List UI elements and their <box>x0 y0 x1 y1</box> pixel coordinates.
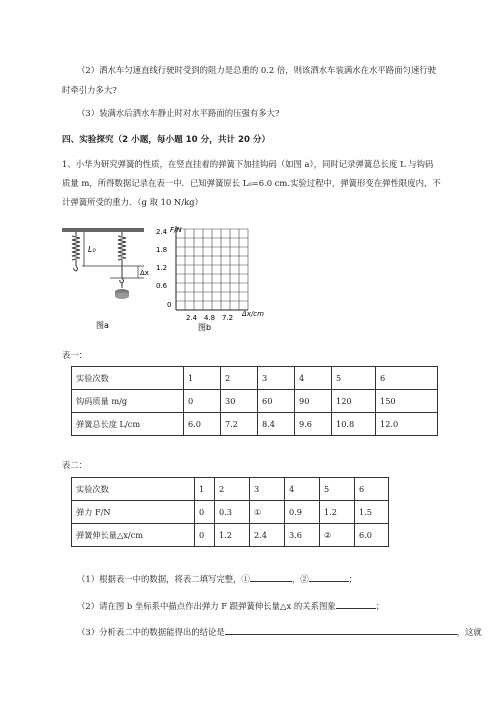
answer-blank-3[interactable] <box>336 599 376 609</box>
y-tick: 2.4 <box>156 228 168 236</box>
label-dx: Δx <box>140 269 149 277</box>
figure-b-caption: 图b <box>198 323 212 332</box>
table-cell: 150 <box>376 390 438 413</box>
figure-a-spring-diagram <box>62 224 154 334</box>
problem-line-1: 1、小华为研究弹簧的性质，在竖直挂着的弹簧下加挂钩码（如图 a），同时记录弹簧总长度 L 与钩码 <box>62 159 434 169</box>
table-cell: 9.6 <box>295 413 332 436</box>
sub-question-1-end: ； <box>348 574 357 584</box>
y-tick: 0 <box>167 301 172 309</box>
table-cell: 8.4 <box>258 413 295 436</box>
x-tick: 7.2 <box>222 314 234 322</box>
sub-question-1-mid: ，② <box>291 574 309 584</box>
sub-question-3-end: ，这就 <box>456 627 482 637</box>
table-cell: 10.8 <box>332 413 376 436</box>
table-cell: 弹簧总长度 L/cm <box>72 413 184 436</box>
table-cell: 0.3 <box>215 501 250 524</box>
table-row <box>72 524 389 547</box>
answer-blank-1[interactable] <box>250 572 292 582</box>
q2-line-1: （2）洒水车匀速直线行驶时受到的阻力是总重的 0.2 倍，则该洒水车装满水在水平路面匀速行驶 <box>77 65 436 75</box>
table-cell: 实验次数 <box>72 367 184 390</box>
table-cell: 30 <box>221 390 258 413</box>
table-cell: 12.0 <box>376 413 438 436</box>
ceiling-bar <box>62 228 144 232</box>
table-cell: 0 <box>195 501 215 524</box>
table-cell: 3 <box>250 478 285 501</box>
sub-question-1-text: （1）根据表一中的数据，将表二填写完整，① <box>77 574 250 584</box>
answer-blank-2[interactable] <box>309 572 349 582</box>
table-cell: 6.0 <box>184 413 221 436</box>
table1-title: 表一： <box>62 350 88 360</box>
table-cell: 弹簧伸长量△x/cm <box>72 524 195 547</box>
table-cell: 2 <box>221 367 258 390</box>
table-cell: 90 <box>295 390 332 413</box>
sub-question-3 <box>77 625 482 638</box>
table-cell: 2 <box>215 478 250 501</box>
y-tick: 0.6 <box>156 282 168 290</box>
table2-title: 表二： <box>62 460 88 470</box>
spring-right <box>118 232 126 283</box>
table-cell: 3 <box>258 367 295 390</box>
table-cell: 0 <box>184 390 221 413</box>
x-axis-label: Δx/cm <box>242 310 264 318</box>
table-cell: 5 <box>332 367 376 390</box>
y-tick: 1.8 <box>156 246 168 254</box>
table-cell: 5 <box>320 478 355 501</box>
table-cell: 3.6 <box>285 524 320 547</box>
sub-question-2-text: （2）请在图 b 坐标系中描点作出弹力 F 跟弹簧伸长量△x 的关系图象 <box>77 601 336 611</box>
problem-line-2: 质量 m，所得数据记录在表一中．已知弹簧原长 L₀=6.0 cm.实验过程中，弹簧形变在弹性限度内，不 <box>62 178 441 188</box>
sub-question-2-end: ； <box>375 601 385 611</box>
hook-weight <box>115 283 129 299</box>
table-cell: 6.0 <box>355 524 389 547</box>
table-cell: 1.5 <box>355 501 389 524</box>
figure-a-caption: 图a <box>96 321 109 330</box>
table-cell: 4 <box>295 367 332 390</box>
table-cell: 弹力 F/N <box>72 501 195 524</box>
table-cell: 1 <box>195 478 215 501</box>
spring-left <box>72 232 80 271</box>
table2 <box>71 477 389 547</box>
table-row <box>72 390 438 413</box>
table-cell: 7.2 <box>221 413 258 436</box>
x-tick: 2.4 <box>186 314 198 322</box>
table-row <box>72 501 389 524</box>
table-cell: 4 <box>285 478 320 501</box>
problem-line-3: 计弹簧所受的重力．（g 取 10 N/kg） <box>62 197 203 207</box>
table-cell: 6 <box>376 367 438 390</box>
table-cell: 60 <box>258 390 295 413</box>
table-cell: 实验次数 <box>72 478 195 501</box>
table1 <box>71 366 438 436</box>
table-cell: ① <box>250 501 285 524</box>
x-tick: 4.8 <box>204 314 216 322</box>
table-cell: 1.2 <box>215 524 250 547</box>
answer-blank-4[interactable] <box>225 625 457 635</box>
sub-question-1 <box>77 572 357 585</box>
y-tick: 1.2 <box>156 264 168 272</box>
table-cell: 钩码质量 m/g <box>72 390 184 413</box>
sub-question-3-text: （3）分析表二中的数据能得出的结论是 <box>77 627 225 637</box>
table-row <box>72 367 438 390</box>
section-heading: 四、实验探究（2 小题，每小题 10 分，共计 20 分） <box>62 135 271 145</box>
q3-line: （3）装满水后洒水车静止时对水平路面的压强有多大? <box>77 108 280 118</box>
table-cell: 6 <box>355 478 389 501</box>
table-cell: ② <box>320 524 355 547</box>
table-cell: 1 <box>184 367 221 390</box>
table-cell: 0 <box>195 524 215 547</box>
figure-b-coordinate-grid <box>146 222 276 334</box>
table-cell: 120 <box>332 390 376 413</box>
table-cell: 2.4 <box>250 524 285 547</box>
table-cell: 0.9 <box>285 501 320 524</box>
table-row <box>72 413 438 436</box>
table-row <box>72 478 389 501</box>
table-cell: 1.2 <box>320 501 355 524</box>
q2-line-2: 时牵引力多大? <box>62 85 117 95</box>
label-l0: L₀ <box>88 245 96 254</box>
sub-question-2 <box>77 599 384 612</box>
grid <box>176 229 248 310</box>
y-axis-label: F/N <box>170 226 182 234</box>
